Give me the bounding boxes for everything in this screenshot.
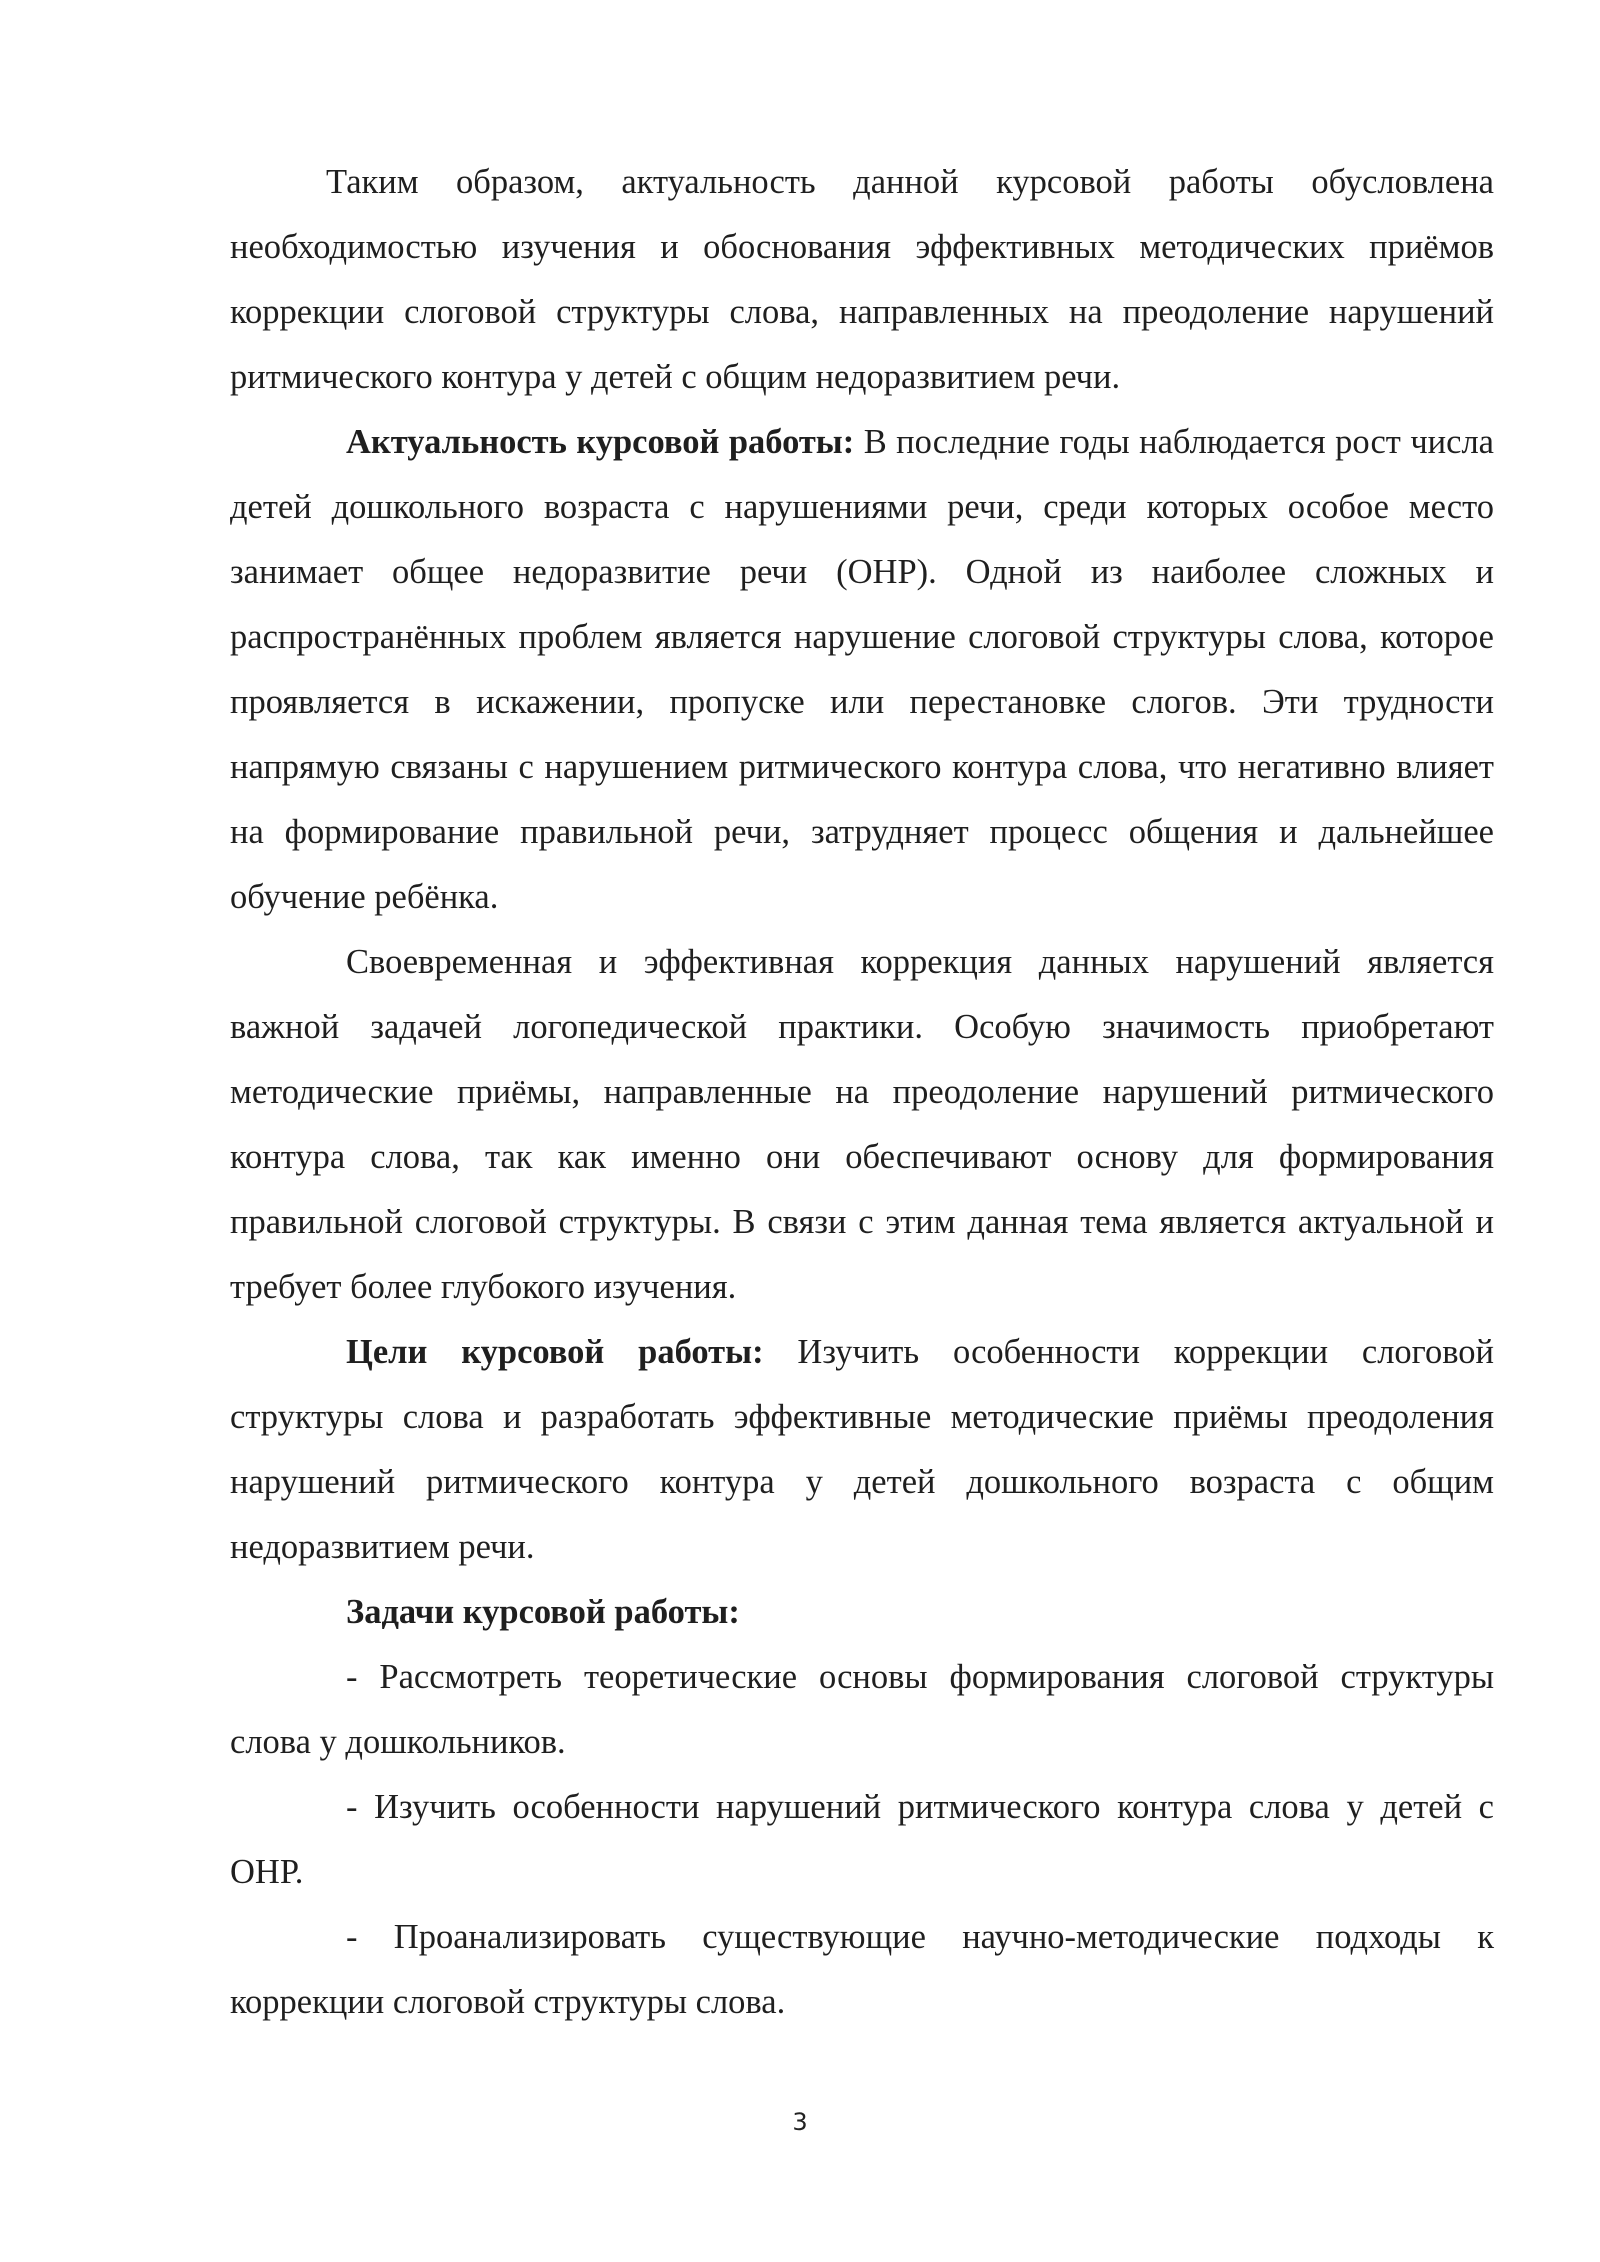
task-item-text: - Рассмотреть теоретические основы формирования слоговой структуры слова у дошкольников.: [230, 1658, 1494, 1761]
paragraph-goals: [230, 1320, 1494, 1580]
paragraph-text: Изучить особенности коррекции слоговой структуры слова и разработать эффективные методические приёмы преодоления нарушений ритмического контура у детей дошкольного возраста с общим недоразвитием речи.: [230, 1333, 1494, 1566]
paragraph-heading: Цели курсовой работы:: [346, 1333, 764, 1371]
page-number: 3: [792, 2108, 808, 2136]
paragraph-relevance: [230, 410, 1494, 930]
task-item: [230, 1775, 1494, 1905]
task-item: [230, 1645, 1494, 1775]
paragraph-tasks-heading: [230, 1580, 1494, 1645]
paragraph-heading: Актуальность курсовой работы:: [346, 423, 855, 461]
paragraph-correction-importance: [230, 930, 1494, 1320]
task-item: [230, 1905, 1494, 2035]
task-item-text: - Изучить особенности нарушений ритмического контура слова у детей с ОНР.: [230, 1788, 1494, 1891]
paragraph-text: Своевременная и эффективная коррекция данных нарушений является важной задачей логопедической практики. Особую значимость приобретают методические приёмы, направленные на преодоление нарушений ритмического контура слова, так как именно они обеспечивают основу для формирования правильной слоговой структуры. В связи с этим данная тема является актуальной и требует более глубокого изучения.: [230, 943, 1494, 1306]
task-item-text: - Проанализировать существующие научно-методические подходы к коррекции слоговой структуры слова.: [230, 1918, 1494, 2021]
paragraph-heading: Задачи курсовой работы:: [346, 1593, 740, 1631]
paragraph-relevance-summary: [230, 150, 1494, 410]
paragraph-text: Таким образом, актуальность данной курсовой работы обусловлена необходимостью изучения и обоснования эффективных методических приёмов коррекции слоговой структуры слова, направленных на преодоление нарушений ритмического контура у детей с общим недоразвитием речи.: [230, 163, 1494, 396]
document-body: [230, 150, 1494, 2035]
paragraph-text: В последние годы наблюдается рост числа детей дошкольного возраста с нарушениями речи, среди которых особое место занимает общее недоразвитие речи (ОНР). Одной из наиболее сложных и распространённых проблем является нарушение слоговой структуры слова, которое проявляется в искажении, пропуске или перестановке слогов. Эти трудности напрямую связаны с нарушением ритмического контура слова, что негативно влияет на формирование правильной речи, затрудняет процесс общения и дальнейшее обучение ребёнка.: [230, 423, 1494, 916]
